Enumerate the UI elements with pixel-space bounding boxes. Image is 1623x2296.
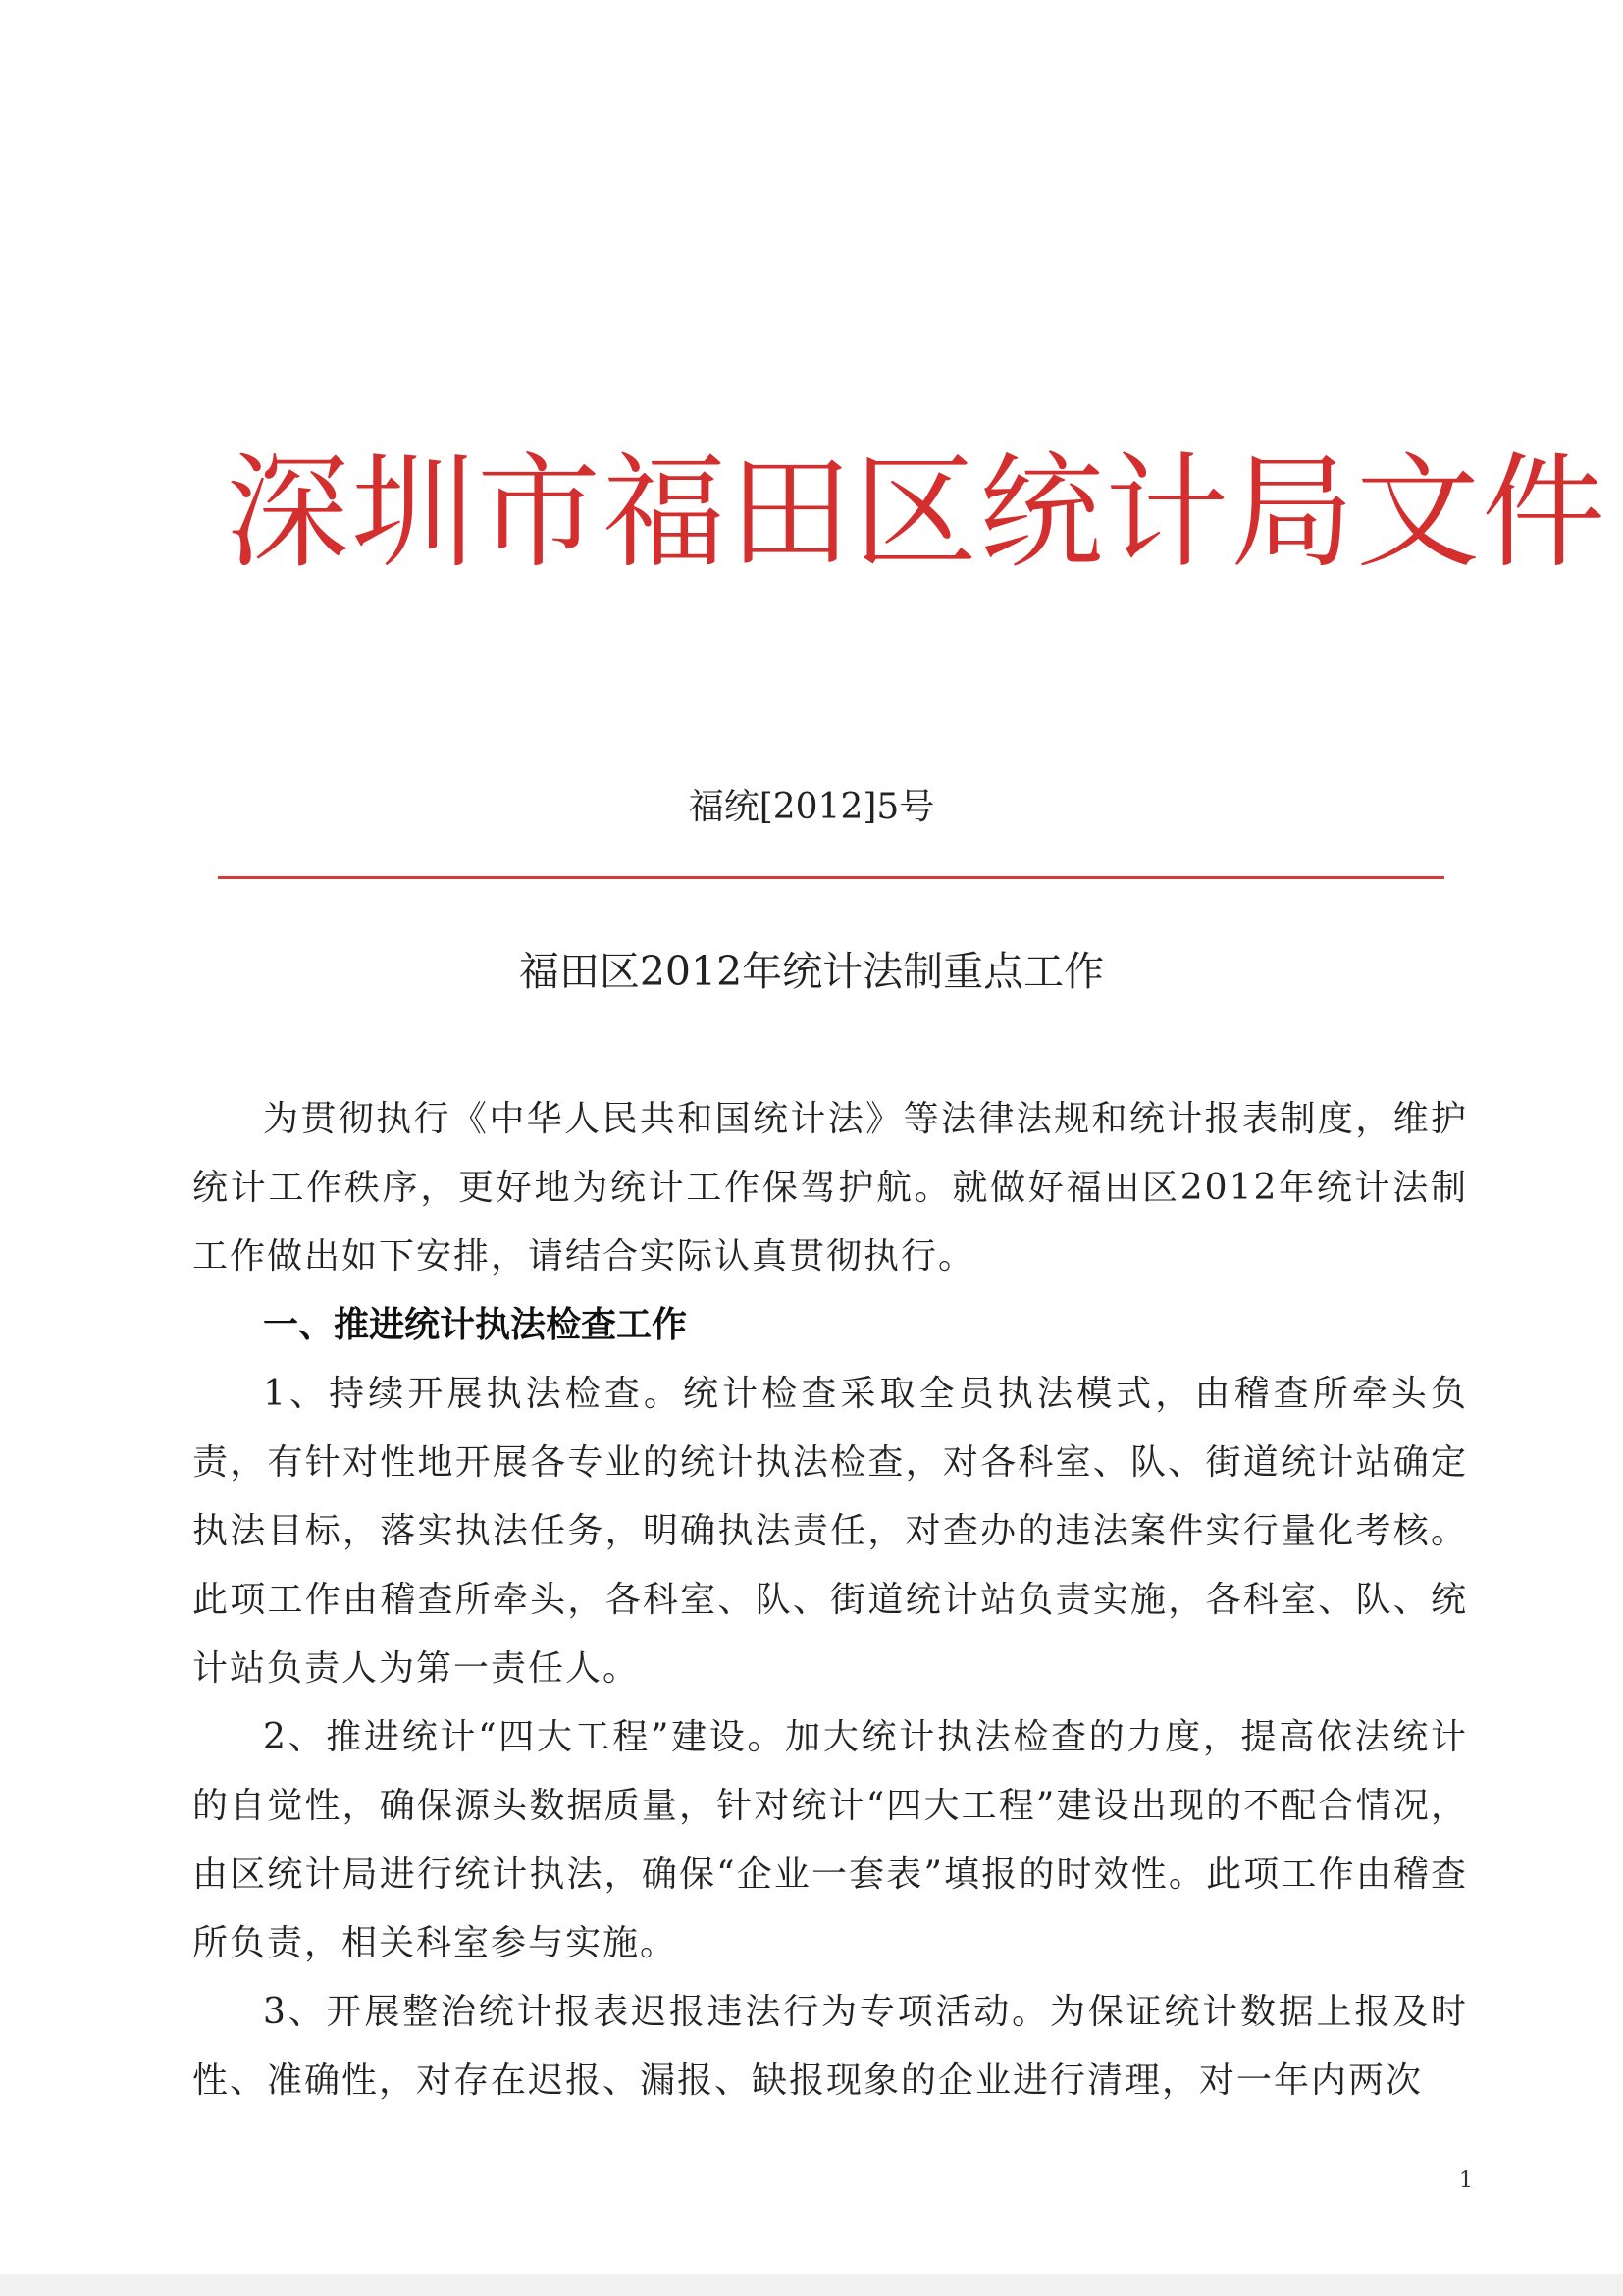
document-body xyxy=(192,1085,1468,2115)
document-number: 福统[2012]5号 xyxy=(688,787,935,827)
body-paragraph: 3、开展整治统计报表迟报违法行为专项活动。为保证统计数据上报及时性、准确性，对存在迟报、漏报、缺报现象的企业进行清理，对一年内两次 xyxy=(192,1992,1468,2101)
org-header-title: 深圳市福田区统计局文件 xyxy=(226,441,1607,585)
body-paragraph: 2、推进统计“四大工程”建设。加大统计执法检查的力度，提高依法统计的自觉性，确保源头数据质量，针对统计“四大工程”建设出现的不配合情况，由区统计局进行统计执法，确保“企业一套表”填报的时效性。此项工作由稽查所负责，相关科室参与实施。 xyxy=(192,1717,1468,1963)
page-number: 1 xyxy=(1459,2168,1473,2193)
red-divider-rule xyxy=(218,876,1444,879)
body-paragraph: 1、持续开展执法检查。统计检查采取全员执法模式，由稽查所牵头负责，有针对性地开展各专业的统计执法检查，对各科室、队、街道统计站确定执法目标，落实执法任务，明确执法责任，对查办的违法案件实行量化考核。此项工作由稽查所牵头，各科室、队、街道统计站负责实施，各科室、队、统计站负责人为第一责任人。 xyxy=(192,1374,1468,1689)
scan-edge-shade xyxy=(0,2274,1623,2296)
intro-paragraph: 为贯彻执行《中华人民共和国统计法》等法律法规和统计报表制度，维护统计工作秩序，更好地为统计工作保驾护航。就做好福田区2012年统计法制工作做出如下安排，请结合实际认真贯彻执行。 xyxy=(192,1099,1468,1277)
document-title: 福田区2012年统计法制重点工作 xyxy=(518,948,1105,995)
section-heading: 一、推进统计执法检查工作 xyxy=(263,1305,688,1345)
